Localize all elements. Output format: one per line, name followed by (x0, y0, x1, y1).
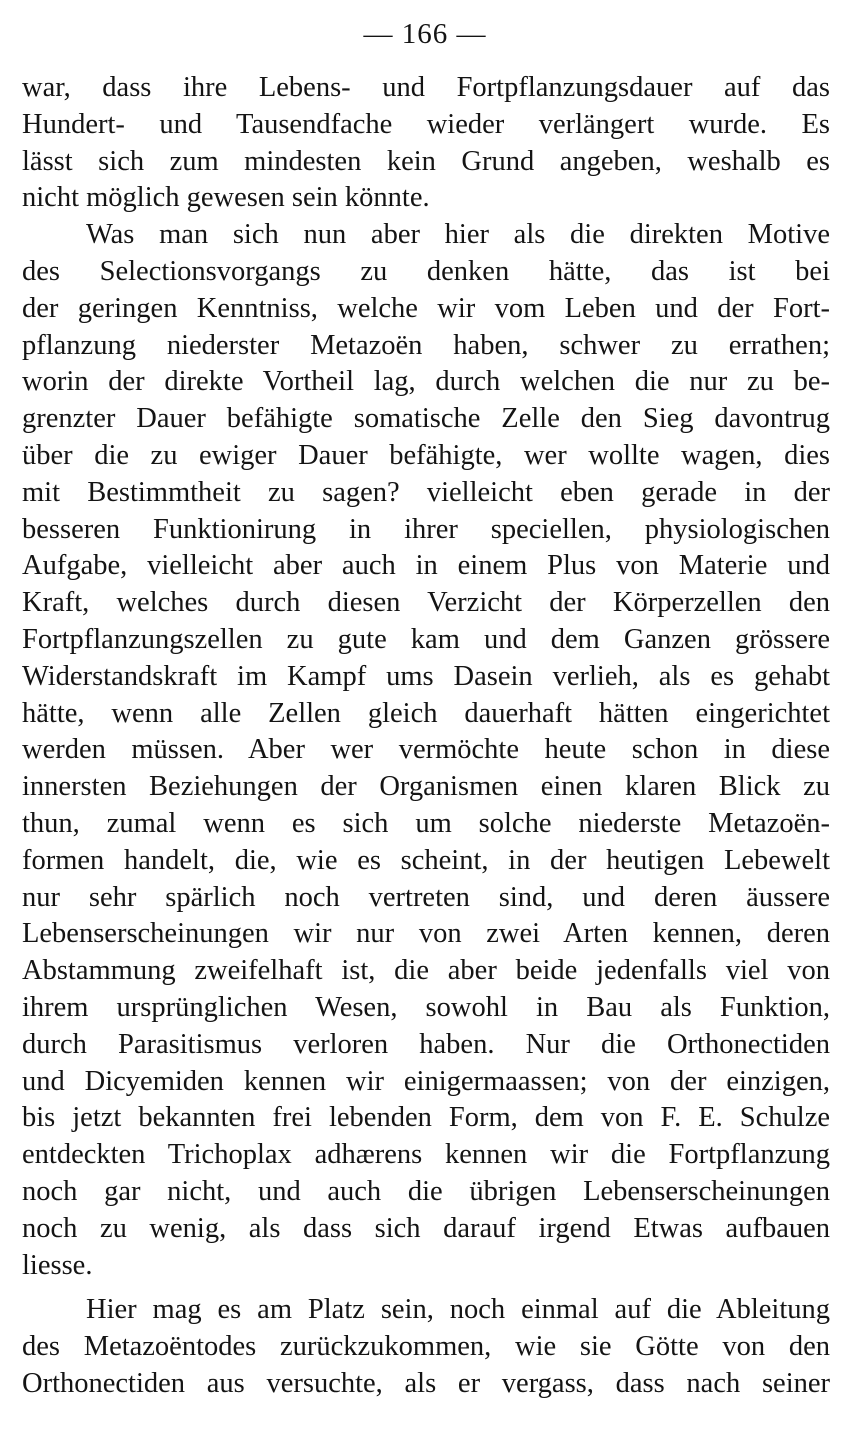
text-line: innersten Beziehungen der Organismen einen klaren Blick zu (22, 771, 830, 803)
text-line: werden müssen. Aber wer vermöchte heute schon in diese (22, 734, 830, 766)
text-line: hätte, wenn alle Zellen gleich dauerhaft hätten eingerichtet (22, 697, 830, 729)
paragraph-start-line: Was man sich nun aber hier als die direkten Motive (86, 219, 830, 251)
text-line: Hundert- und Tausendfache wieder verlängert wurde. Es (22, 108, 830, 140)
text-line: Lebenserscheinungen wir nur von zwei Arten kennen, deren (22, 918, 830, 950)
text-line: nicht möglich gewesen sein könnte. (22, 182, 430, 214)
text-line: über die zu ewiger Dauer befähigte, wer wollte wagen, dies (22, 439, 830, 471)
text-line: Abstammung zweifelhaft ist, die aber beide jedenfalls viel von (22, 955, 830, 987)
text-line: des Metazoëntodes zurückzukommen, wie sie Götte von den (22, 1331, 830, 1363)
paragraph-start-line: Hier mag es am Platz sein, noch einmal auf die Ableitung (86, 1294, 830, 1326)
page-number: — 166 — (363, 18, 487, 50)
body-text (22, 70, 830, 1403)
text-line: nur sehr spärlich noch vertreten sind, und deren äussere (22, 881, 830, 913)
text-line: Fortpflanzungszellen zu gute kam und dem Ganzen grössere (22, 623, 830, 655)
text-line: bis jetzt bekannten frei lebenden Form, dem von F. E. Schulze (22, 1102, 830, 1134)
text-line: lässt sich zum mindesten kein Grund angeben, weshalb es (22, 145, 830, 177)
text-line: noch gar nicht, und auch die übrigen Lebenserscheinungen (22, 1175, 830, 1207)
text-line: Orthonectiden aus versuchte, als er vergass, dass nach seiner (22, 1367, 830, 1399)
text-line: besseren Funktionirung in ihrer speciellen, physiologischen (22, 513, 830, 545)
text-line: und Dicyemiden kennen wir einigermaassen; von der einzigen, (22, 1065, 830, 1097)
text-line: der geringen Kenntniss, welche wir vom Leben und der Fort- (22, 292, 830, 324)
text-line: pflanzung niederster Metazoën haben, schwer zu errathen; (22, 329, 830, 361)
text-line: thun, zumal wenn es sich um solche niederste Metazoën- (22, 807, 830, 839)
text-line: noch zu wenig, als dass sich darauf irgend Etwas aufbauen (22, 1212, 830, 1244)
text-line: ihrem ursprünglichen Wesen, sowohl in Bau als Funktion, (22, 991, 830, 1023)
text-line: des Selectionsvorgangs zu denken hätte, das ist bei (22, 255, 830, 287)
text-line: war, dass ihre Lebens- und Fortpflanzungsdauer auf das (22, 72, 830, 103)
text-line: Widerstandskraft im Kampf ums Dasein verlieh, als es gehabt (22, 660, 830, 692)
text-line: grenzter Dauer befähigte somatische Zelle den Sieg davontrug (22, 403, 830, 435)
text-line: durch Parasitismus verloren haben. Nur die Orthonectiden (22, 1028, 830, 1060)
text-line: mit Bestimmtheit zu sagen? vielleicht eben gerade in der (22, 476, 830, 508)
text-line: entdeckten Trichoplax adhærens kennen wir die Fortpflanzung (22, 1139, 830, 1171)
text-line: Kraft, welches durch diesen Verzicht der Körperzellen den (22, 587, 830, 619)
text-line: formen handelt, die, wie es scheint, in der heutigen Lebewelt (22, 844, 830, 876)
text-line: Aufgabe, vielleicht aber auch in einem Plus von Materie und (22, 550, 830, 582)
text-line: liesse. (22, 1249, 93, 1281)
text-line: worin der direkte Vortheil lag, durch welchen die nur zu be- (22, 366, 830, 398)
